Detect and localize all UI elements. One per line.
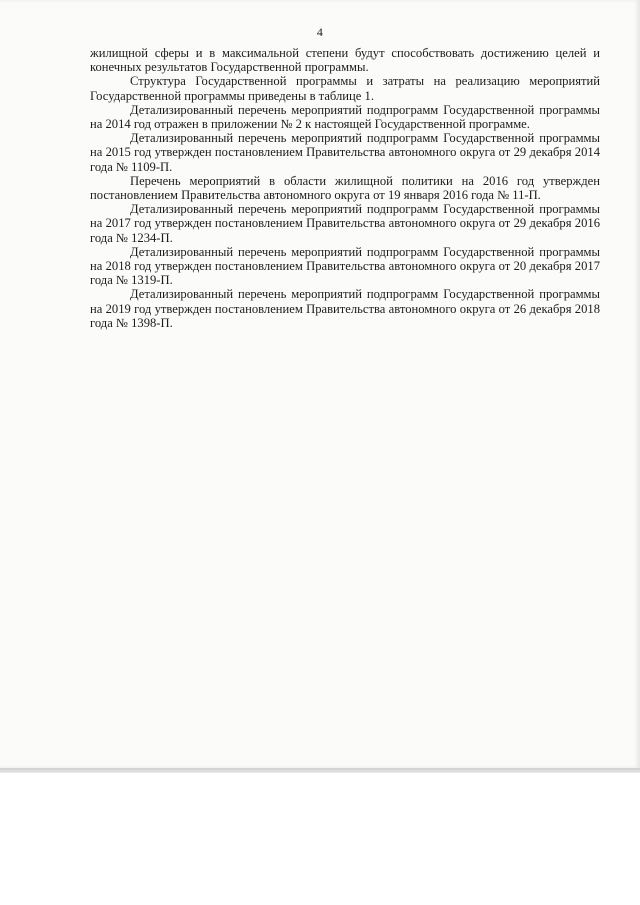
document-body: [90, 46, 600, 330]
paragraph-2014: Детализированный перечень мероприятий подпрограмм Государственной программы на 2014 год отражен в приложении № 2 к настоящей Государственной программе.: [90, 102, 600, 132]
blank-background: [0, 773, 640, 905]
paragraph-2016: Перечень мероприятий в области жилищной политики на 2016 год утвержден постановлением Правительства автономного округа от 19 января 2016 года № 11-П.: [90, 173, 600, 203]
paragraph-continuation: жилищной сферы и в максимальной степени будут способствовать достижению целей и конечных результатов Государственной программы.: [90, 46, 600, 75]
paragraph-2018: Детализированный перечень мероприятий подпрограмм Государственной программы на 2018 год утвержден постановлением Правительства автономного округа от 20 декабря 2017 года № 1319-П.: [90, 244, 600, 288]
page-number: 4: [316, 25, 324, 39]
paragraph-2019: Детализированный перечень мероприятий подпрограмм Государственной программы на 2019 год утвержден постановлением Правительства автономного округа от 26 декабря 2018 года № 1398-П.: [90, 287, 600, 330]
paragraph-2015: Детализированный перечень мероприятий подпрограмм Государственной программы на 2015 год утвержден постановлением Правительства автономного округа от 29 декабря 2014 года № 1109-П.: [90, 131, 600, 174]
paragraph-structure: Структура Государственной программы и затраты на реализацию мероприятий Государственной программы приведены в таблице 1.: [90, 74, 600, 103]
paragraph-2017: Детализированный перечень мероприятий подпрограмм Государственной программы на 2017 год утвержден постановлением Правительства автономного округа от 29 декабря 2016 года № 1234-П.: [90, 202, 600, 245]
